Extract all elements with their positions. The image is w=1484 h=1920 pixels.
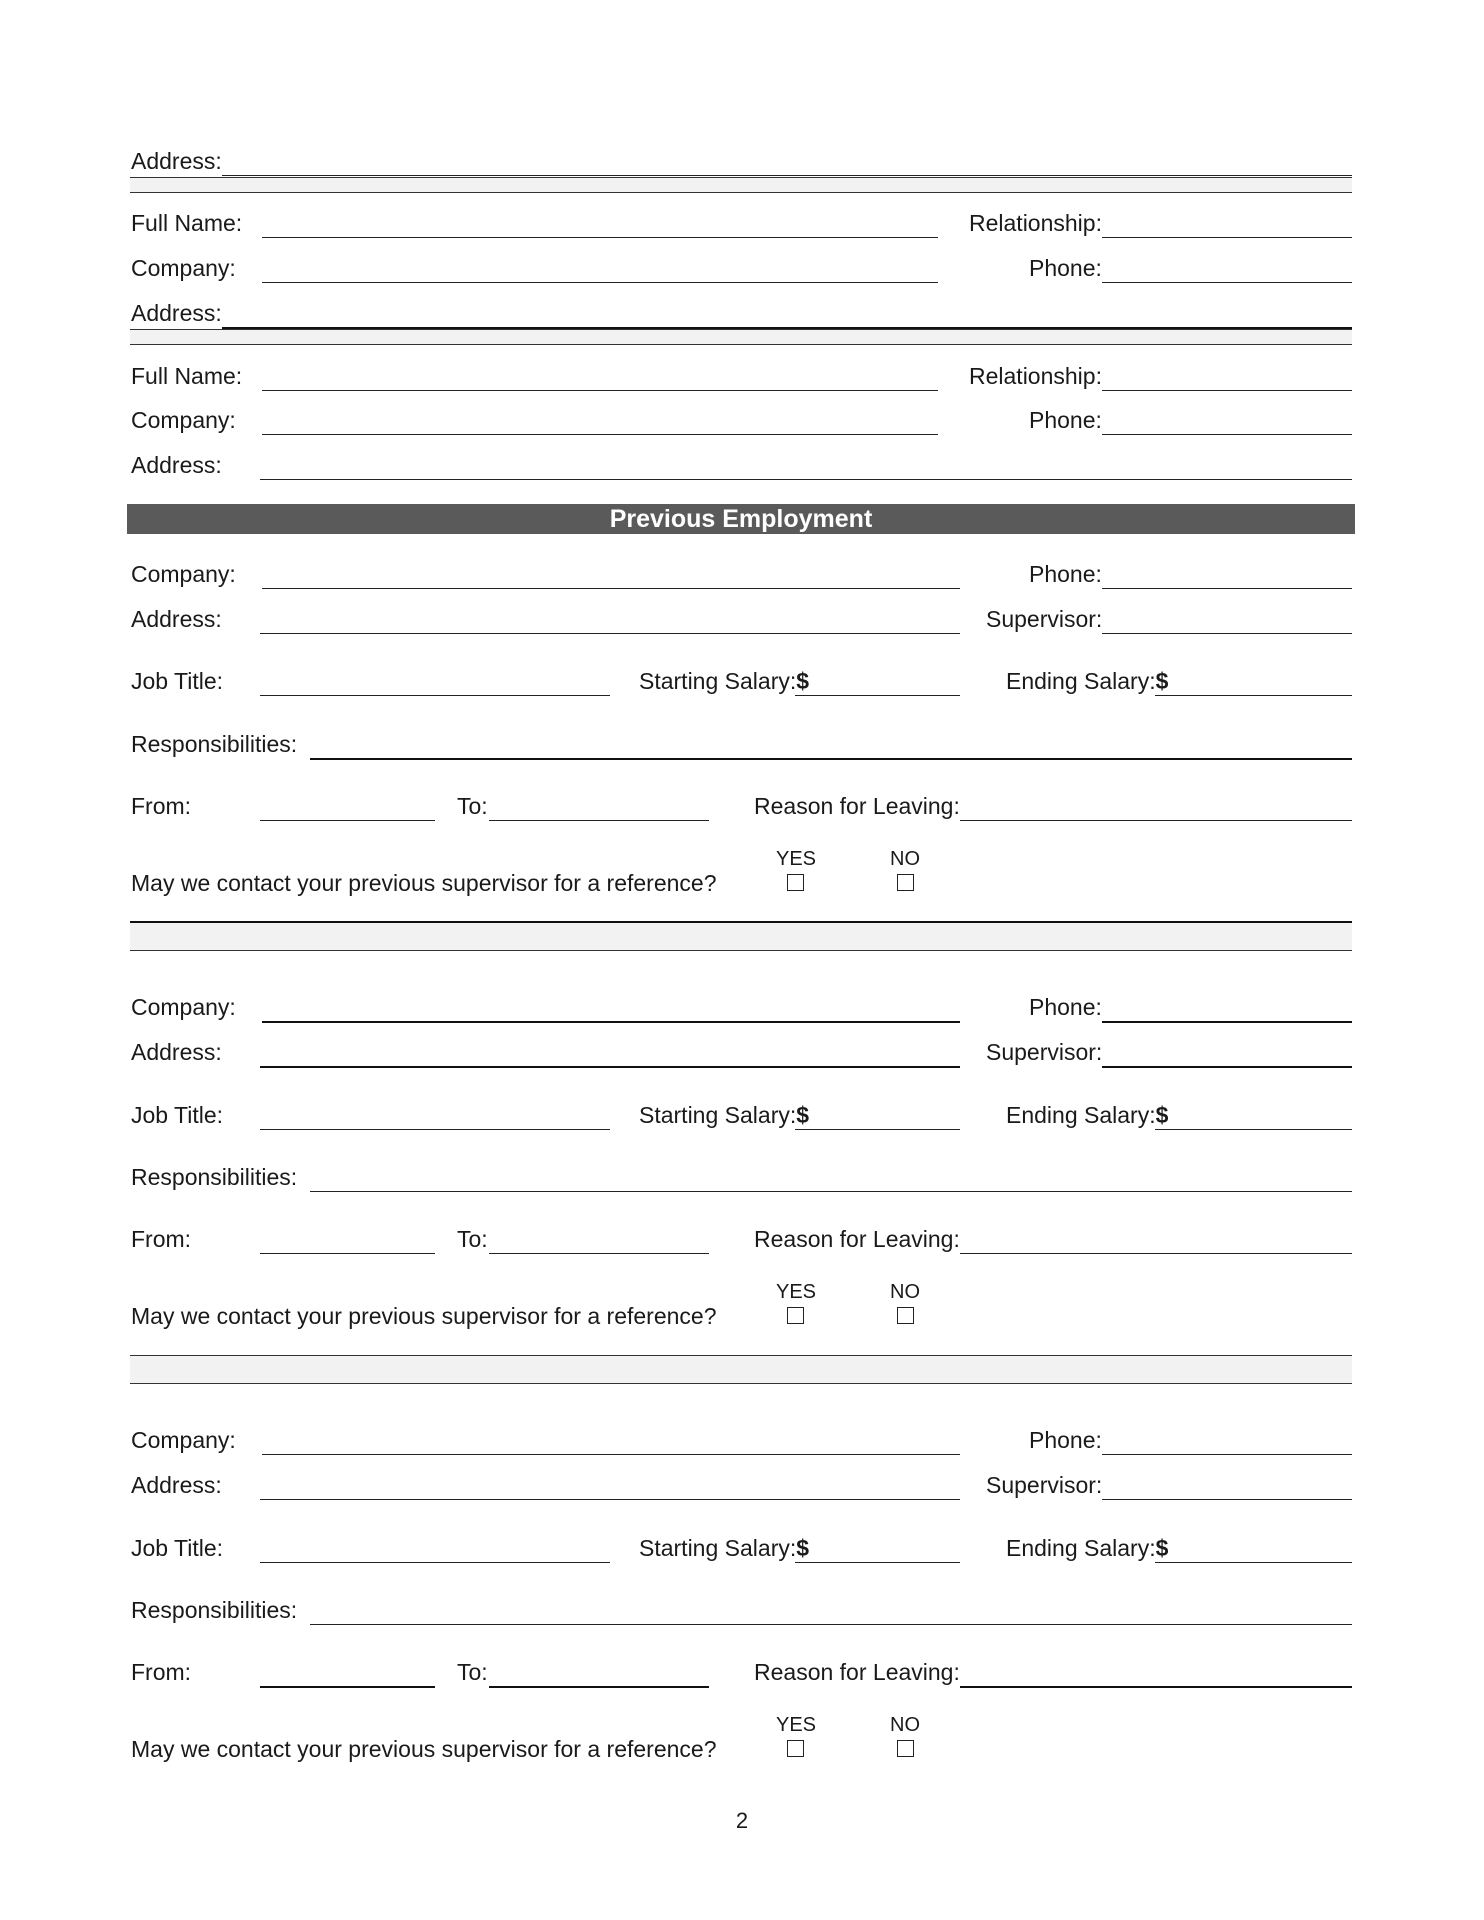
reason-for-leaving-label: Reason for Leaving: [754,1659,960,1685]
no-label: NO [890,1281,920,1303]
phone-field[interactable] [1102,1454,1352,1455]
to-field[interactable] [489,1686,709,1688]
company-label: Company: [131,994,236,1020]
yes-label: YES [776,1714,817,1736]
from-field[interactable] [260,820,435,821]
phone-field[interactable] [1102,588,1352,589]
contact-question: May we contact your previous supervisor for a reference? [131,1303,717,1329]
job-title-label: Job Title: [131,1102,224,1128]
ending-salary-label: Ending Salary:$ [1006,1102,1169,1128]
company-field[interactable] [262,434,938,435]
starting-salary-label: Starting Salary:$ [639,668,810,694]
address-label: Address: [131,1039,222,1065]
address-label: Address: [131,1472,222,1498]
company-label: Company: [131,255,236,281]
job-title-field[interactable] [260,1562,610,1563]
from-label: From: [131,1659,192,1685]
responsibilities-field[interactable] [310,758,1352,760]
company-label: Company: [131,561,236,587]
to-label: To: [457,793,488,819]
contact-question: May we contact your previous supervisor for a reference? [131,870,717,896]
no-checkbox[interactable] [897,1307,914,1324]
currency-symbol: $ [796,1535,810,1561]
phone-label: Phone: [1029,1427,1102,1453]
company-field[interactable] [262,1021,960,1023]
reference-0-address-field[interactable] [222,175,1352,176]
phone-field[interactable] [1102,1021,1352,1023]
yes-label: YES [776,848,817,870]
from-field[interactable] [260,1253,435,1254]
currency-symbol: $ [796,668,810,694]
divider-band [130,1355,1352,1384]
address-field[interactable] [260,1066,960,1068]
supervisor-field[interactable] [1102,1499,1352,1500]
responsibilities-label: Responsibilities: [131,1164,298,1190]
reference-0-address-label: Address: [131,148,222,174]
supervisor-label: Supervisor: [986,606,1103,632]
supervisor-label: Supervisor: [986,1472,1103,1498]
phone-label: Phone: [1029,994,1102,1020]
company-field[interactable] [262,1454,960,1455]
currency-symbol: $ [796,1102,810,1128]
no-label: NO [890,1714,920,1736]
company-label: Company: [131,407,236,433]
relationship-label: Relationship: [969,210,1102,236]
reason-for-leaving-label: Reason for Leaving: [754,793,960,819]
relationship-field[interactable] [1102,390,1352,391]
contact-question: May we contact your previous supervisor for a reference? [131,1736,717,1762]
section-header-previous-employment: Previous Employment [127,504,1355,534]
supervisor-label: Supervisor: [986,1039,1103,1065]
page-number: 2 [735,1808,749,1833]
address-label: Address: [131,606,222,632]
no-checkbox[interactable] [897,1740,914,1757]
yes-checkbox[interactable] [787,1740,804,1757]
phone-label: Phone: [1029,255,1102,281]
starting-salary-field[interactable] [795,1562,960,1563]
yes-label: YES [776,1281,817,1303]
starting-salary-label: Starting Salary:$ [639,1535,810,1561]
from-field[interactable] [260,1686,435,1688]
reason-for-leaving-label: Reason for Leaving: [754,1226,960,1252]
phone-label: Phone: [1029,407,1102,433]
full-name-field[interactable] [262,237,938,238]
company-field[interactable] [262,282,938,283]
ending-salary-field[interactable] [1155,1562,1352,1563]
company-field[interactable] [262,588,960,589]
starting-salary-field[interactable] [795,695,960,696]
divider-band [130,921,1352,951]
no-checkbox[interactable] [897,874,914,891]
responsibilities-label: Responsibilities: [131,731,298,757]
job-title-label: Job Title: [131,1535,224,1561]
to-label: To: [457,1226,488,1252]
currency-symbol: $ [1155,668,1169,694]
divider-band [130,177,1352,193]
reason-for-leaving-field[interactable] [960,1253,1352,1254]
phone-label: Phone: [1029,561,1102,587]
supervisor-field[interactable] [1102,633,1352,634]
full-name-label: Full Name: [131,210,243,236]
currency-symbol: $ [1155,1535,1169,1561]
divider-band [130,329,1352,345]
reason-for-leaving-field[interactable] [960,1686,1352,1688]
ending-salary-field[interactable] [1155,1129,1352,1130]
from-label: From: [131,793,192,819]
full-name-field[interactable] [262,390,938,391]
responsibilities-label: Responsibilities: [131,1597,298,1623]
no-label: NO [890,848,920,870]
to-field[interactable] [489,820,709,821]
address-field[interactable] [260,479,1352,480]
job-title-field[interactable] [260,695,610,696]
ending-salary-label: Ending Salary:$ [1006,1535,1169,1561]
reason-for-leaving-field[interactable] [960,820,1352,821]
ending-salary-field[interactable] [1155,695,1352,696]
address-label: Address: [131,452,222,478]
phone-field[interactable] [1102,282,1352,283]
starting-salary-label: Starting Salary:$ [639,1102,810,1128]
ending-salary-label: Ending Salary:$ [1006,668,1169,694]
full-name-label: Full Name: [131,363,243,389]
currency-symbol: $ [1155,1102,1169,1128]
job-title-label: Job Title: [131,668,224,694]
to-field[interactable] [489,1253,709,1254]
yes-checkbox[interactable] [787,874,804,891]
from-label: From: [131,1226,192,1252]
company-label: Company: [131,1427,236,1453]
to-label: To: [457,1659,488,1685]
address-field[interactable] [260,633,960,634]
responsibilities-field[interactable] [310,1624,1352,1625]
phone-field[interactable] [1102,434,1352,435]
job-title-field[interactable] [260,1129,610,1130]
address-label: Address: [131,300,222,326]
relationship-field[interactable] [1102,237,1352,238]
starting-salary-field[interactable] [795,1129,960,1130]
yes-checkbox[interactable] [787,1307,804,1324]
supervisor-field[interactable] [1102,1066,1352,1068]
relationship-label: Relationship: [969,363,1102,389]
responsibilities-field[interactable] [310,1191,1352,1192]
address-field[interactable] [260,1499,960,1500]
